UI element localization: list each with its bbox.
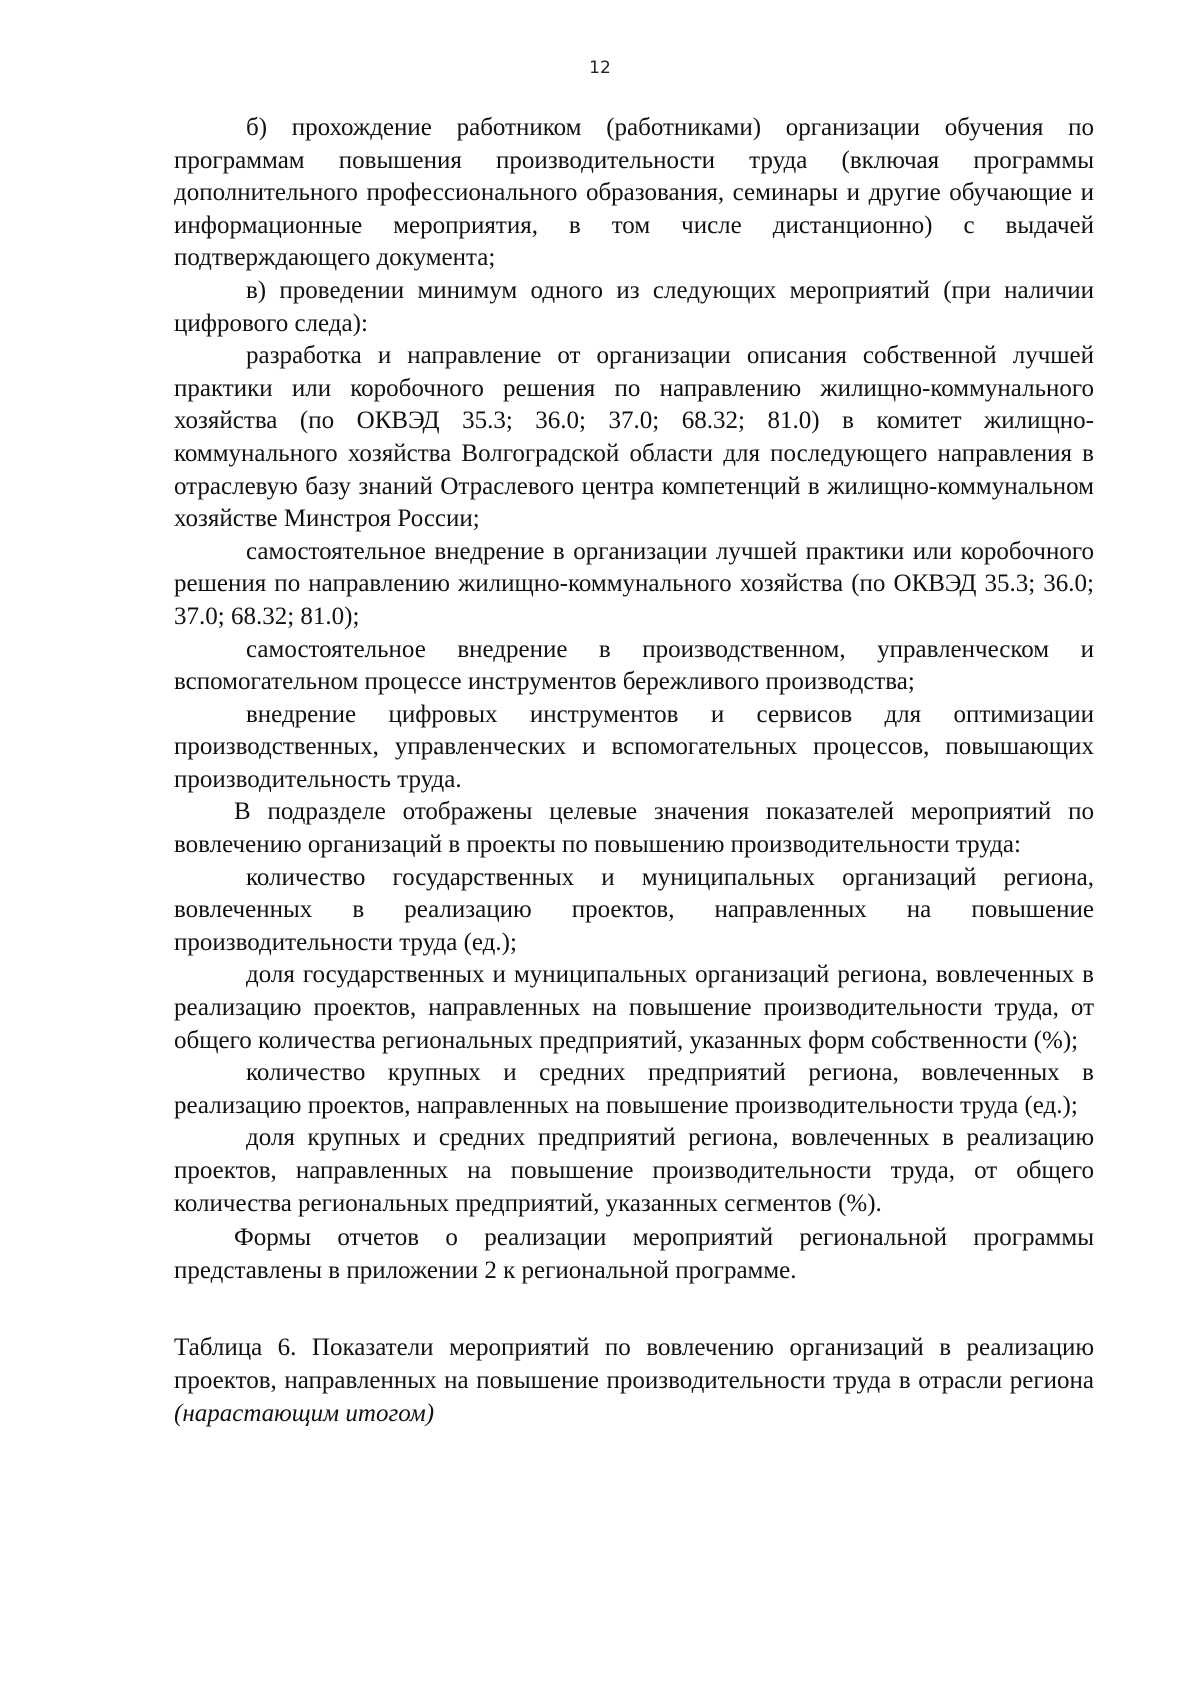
table-caption-text: Таблица 6. Показатели мероприятий по вовлечению организаций в реализацию проектов, направленных на повышение производительности труда в отрасли региона	[174, 1334, 1094, 1394]
paragraph-report-forms: Формы отчетов о реализации мероприятий региональной программы представлены в приложении 2 к региональной программе.	[174, 1224, 1094, 1284]
paragraph-best-practice-implementation: самостоятельное внедрение в организации лучшей практики или коробочного решения по направлению жилищно-коммунального хозяйства (по ОКВЭД 35.3; 36.0; 37.0; 68.32; 81.0);	[174, 537, 1094, 630]
paragraph-lean-tools: самостоятельное внедрение в производственном, управленческом и вспомогательном процессе инструментов бережливого производства;	[174, 635, 1094, 696]
paragraph-training: б) прохождение работником (работниками) организации обучения по программам повышения производительности труда (включая программы дополнительного профессионального образования, семинары и другие обучающие и информационные мероприятия, в том числе дистанционно) с выдачей подтверждающего документа;	[174, 114, 1094, 272]
paragraph-large-enterprises-count: количество крупных и средних предприятий региона, вовлеченных в реализацию проектов, направленных на повышение производительности труда (ед.);	[174, 1059, 1094, 1119]
paragraph-digital-tools: внедрение цифровых инструментов и сервисов для оптимизации производственных, управленческих и вспомогательных процессов, повышающих производительность труда.	[174, 700, 1094, 793]
paragraph-large-enterprises-share: доля крупных и средних предприятий региона, вовлеченных в реализацию проектов, направленных на повышение производительности труда, от общего количества региональных предприятий, указанных сегментов (%).	[174, 1124, 1094, 1217]
paragraph-activities-intro: в) проведении минимум одного из следующих мероприятий (при наличии цифрового следа):	[174, 276, 1094, 337]
paragraph-best-practice-submission: разработка и направление от организации описания собственной лучшей практики или коробочного решения по направлению жилищно-коммунального хозяйства (по ОКВЭД 35.3; 36.0; 37.0; 68.32; 81.0) в комитет жилищно-коммунального хозяйства Волгоградской области для последующего направления в отраслевую базу знаний Отраслевого центра компетенций в жилищно-коммунальном хозяйстве Минстроя России;	[174, 342, 1094, 533]
paragraph-target-values: В подразделе отображены целевые значения показателей мероприятий по вовлечению организаций в проекты по повышению производительности труда:	[174, 798, 1094, 859]
table-caption-italic: (нарастающим итогом)	[174, 1399, 435, 1427]
table-caption	[174, 1332, 1094, 1430]
paragraph-state-orgs-share: доля государственных и муниципальных организаций региона, вовлеченных в реализацию проектов, направленных на повышение производительности труда, от общего количества региональных предприятий, указанных форм собственности (%);	[174, 961, 1094, 1054]
page-number: 12	[589, 58, 611, 78]
document-body	[174, 112, 1094, 1430]
paragraph-state-orgs-count: количество государственных и муниципальных организаций региона, вовлеченных в реализацию проектов, направленных на повышение производительности труда (ед.);	[174, 863, 1094, 956]
